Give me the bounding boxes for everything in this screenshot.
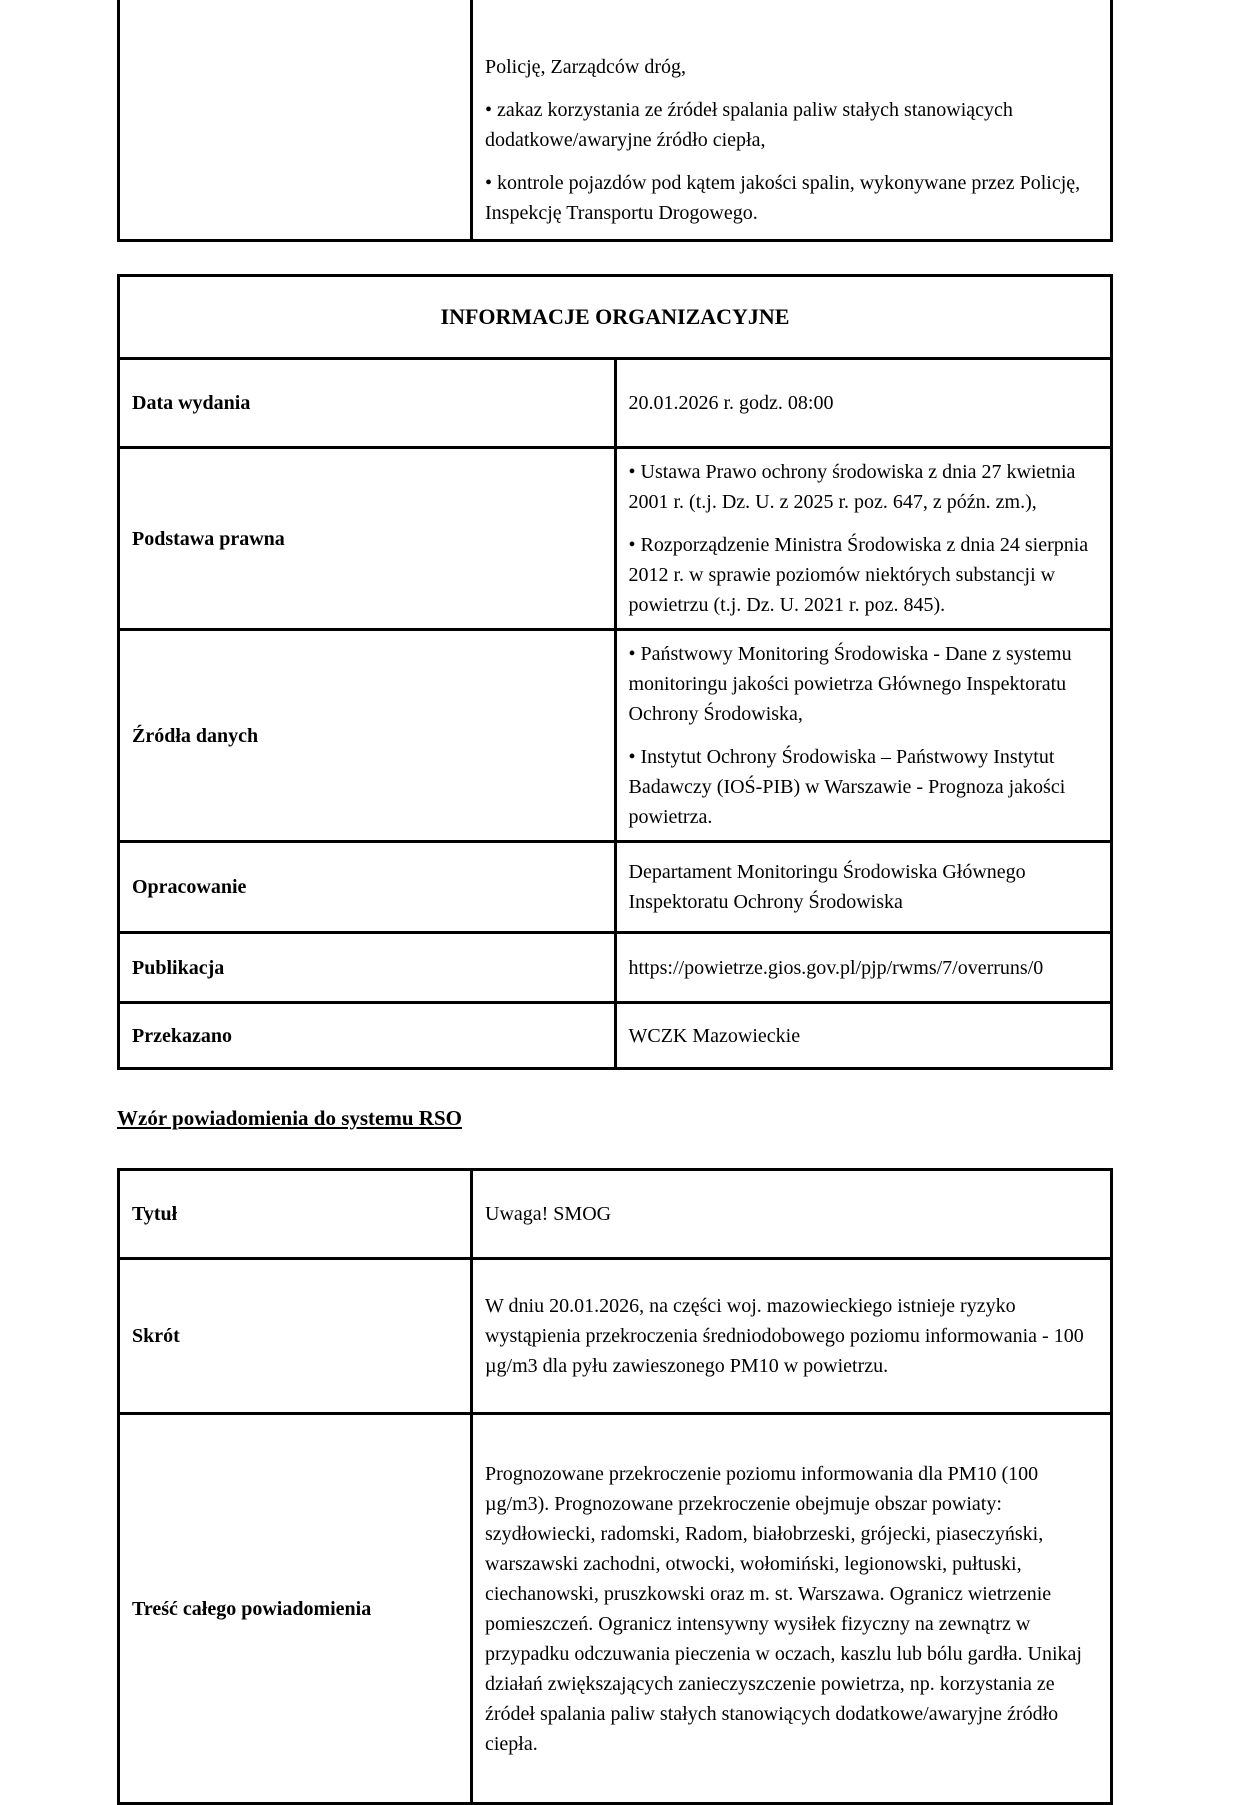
continuation-table <box>117 0 1113 242</box>
row-label: Tytuł <box>119 1170 472 1259</box>
table-row <box>119 1259 1112 1414</box>
row-label: Skrót <box>119 1259 472 1414</box>
table-row <box>119 933 1112 1003</box>
row-label: Publikacja <box>119 933 616 1003</box>
row-value <box>615 359 1112 448</box>
rso-section-heading: Wzór powiadomienia do systemu RSO <box>117 1106 462 1130</box>
row-label: Źródła danych <box>119 630 616 842</box>
row-value <box>472 1259 1112 1414</box>
table-row <box>119 1414 1112 1804</box>
row-value <box>615 842 1112 933</box>
table-header-row <box>119 276 1112 359</box>
paragraph: Uwaga! SMOG <box>485 1203 612 1225</box>
rso-table <box>117 1168 1113 1805</box>
paragraph: • Państwowy Monitoring Środowiska - Dane z systemu monitoringu jakości powietrza Głównego Inspektoratu Ochrony Środowiska, <box>628 643 1072 725</box>
row-value <box>472 1170 1112 1259</box>
row-value <box>615 933 1112 1003</box>
row-value <box>615 630 1112 842</box>
row-label: Treść całego powiadomienia <box>119 1414 472 1804</box>
paragraph: • Instytut Ochrony Środowiska – Państwowy Instytut Badawczy (IOŚ-PIB) w Warszawie - Prognoza jakości powietrza. <box>628 746 1066 828</box>
row-value <box>615 1003 1112 1069</box>
paragraph: 20.01.2026 r. godz. 08:00 <box>628 392 834 414</box>
table-row <box>119 1170 1112 1259</box>
row-label: Przekazano <box>119 1003 616 1069</box>
table-row <box>119 359 1112 448</box>
paragraph: Prognozowane przekroczenie poziomu informowania dla PM10 (100 µg/m3). Prognozowane przekroczenie obejmuje obszar powiaty: szydłowiecki, radomski, Radom, białobrzeski, grójecki, piaseczyński, warszawski zachodni, otwocki, wołomiński, legionowski, pułtuski, ciechanowski, pruszkowski oraz m. st. Warszawa. Ogranicz wietrzenie pomieszczeń. Ogranicz intensywny wysiłek fizyczny na zewnątrz w przypadku odczuwania pieczenia w oczach, kaszlu lub bólu gardła. Unikaj działań zwiększających zanieczyszczenie powietrza, np. korzystania ze źródeł spalania paliw stałych stanowiących dodatkowe/awaryjne źródło ciepła. <box>485 1462 1082 1755</box>
paragraph: • Rozporządzenie Ministra Środowiska z dnia 24 sierpnia 2012 r. w sprawie poziomów niektórych substancji w powietrzu (t.j. Dz. U. 2021 r. poz. 845). <box>628 534 1089 616</box>
table-title: INFORMACJE ORGANIZACYJNE <box>119 276 1112 359</box>
table-row <box>119 842 1112 933</box>
row-value <box>472 0 1112 241</box>
paragraph: WCZK Mazowieckie <box>628 1024 801 1047</box>
org-info-table <box>117 274 1113 1070</box>
row-value <box>472 1414 1112 1804</box>
paragraph: • kontrole pojazdów pod kątem jakości spalin, wykonywane przez Policję, Inspekcję Transportu Drogowego. <box>485 172 1081 224</box>
row-label: Data wydania <box>119 359 616 448</box>
table-row <box>119 448 1112 630</box>
paragraph: Policję, Zarządców dróg, <box>485 56 687 78</box>
publication-url: https://powietrze.gios.gov.pl/pjp/rwms/7/overruns/0 <box>628 956 1044 979</box>
table-row <box>119 630 1112 842</box>
table-row <box>119 0 1112 241</box>
row-label: Podstawa prawna <box>119 448 616 630</box>
row-label: Opracowanie <box>119 842 616 933</box>
paragraph: • zakaz korzystania ze źródeł spalania paliw stałych stanowiących dodatkowe/awaryjne źródło ciepła, <box>485 99 1013 151</box>
paragraph: W dniu 20.01.2026, na części woj. mazowieckiego istnieje ryzyko wystąpienia przekroczenia średniodobowego poziomu informowania - 100 µg/m3 dla pyłu zawieszonego PM10 w powietrzu. <box>485 1295 1084 1377</box>
paragraph: Departament Monitoringu Środowiska Głównego Inspektoratu Ochrony Środowiska <box>628 861 1026 913</box>
paragraph: • Ustawa Prawo ochrony środowiska z dnia 27 kwietnia 2001 r. (t.j. Dz. U. z 2025 r. poz. 647, z późn. zm.), <box>628 461 1076 513</box>
row-value <box>615 448 1112 630</box>
row-label-empty <box>119 0 472 241</box>
table-row <box>119 1003 1112 1069</box>
